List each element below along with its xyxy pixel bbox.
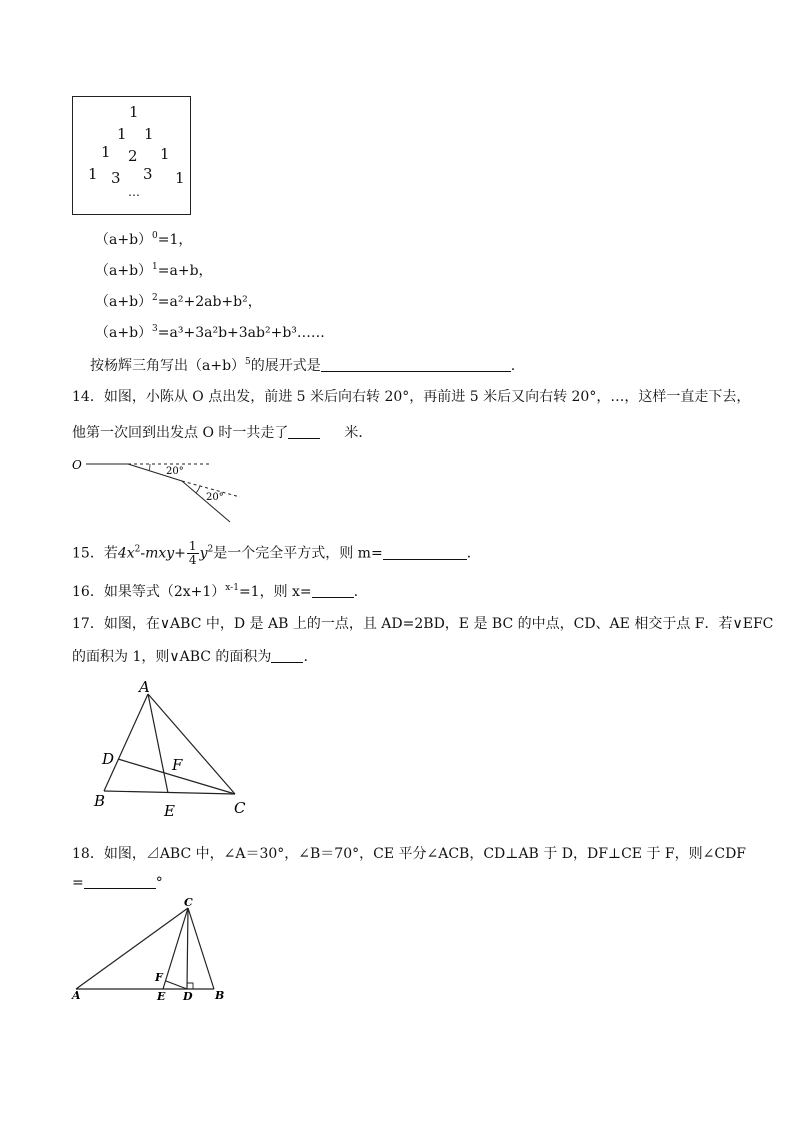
q17-label-b: B <box>94 792 106 810</box>
q17-line1: 17．如图，在∨ABC 中，D 是 AB 上的一点，且 AD=2BD，E 是 BC 的中点，CD、AE 相交于点 F．若∨EFC <box>72 616 774 632</box>
q14-label-angle1: 20° <box>166 466 184 477</box>
q14-line1: 14．如图，小陈从 O 点出发，前进 5 米后向右转 20°，再前进 5 米后又向右转 20°，…，这样一直走下去， <box>72 389 751 405</box>
q17-label-f: F <box>172 756 183 774</box>
q18-label-c: C <box>184 896 193 909</box>
q17-side-bc <box>104 791 235 794</box>
pascal-r3-3: 1 <box>175 169 185 187</box>
q18-label-a: A <box>72 989 81 1002</box>
q14-arc-2 <box>196 486 200 493</box>
q14-arc-1 <box>149 464 150 471</box>
q14-line2: 他第一次回到出发点 O 时一共走了 米． <box>72 425 373 441</box>
q18-bisector-ce <box>163 908 188 989</box>
q17-label-a: A <box>139 678 150 696</box>
formula-3: $(a+b)^3=a^3+3a^2b+3ab^2+b^3\dots\dots$ <box>95 324 325 341</box>
pascal-ellipsis: … <box>128 185 140 199</box>
q14-answer-blank[interactable] <box>288 424 320 439</box>
q18-label-f: F <box>155 971 163 984</box>
q18-side-ac <box>76 908 188 989</box>
pascal-r3-1: 3 <box>111 169 121 187</box>
q18-right-angle-mark <box>187 983 193 989</box>
q18-segment-df <box>166 981 187 989</box>
formula-1: $(a+b)^1=a+b$， <box>95 262 213 279</box>
q17-line2: 的面积为 1，则∨ABC 的面积为 . <box>72 649 308 665</box>
q14-label-angle2: 20° <box>206 492 224 503</box>
q15-line: 15．若$4x^2-mxy+$ $\frac{1}{4}$ $y^2$是一个完全平方式，则 m= ． <box>72 539 481 567</box>
q18-label-e: E <box>157 990 166 1003</box>
q18-line2: = ° <box>72 875 163 891</box>
q17-side-ab <box>104 694 148 791</box>
q17-label-c: C <box>234 799 246 817</box>
q18-figure <box>70 893 240 1008</box>
formula-2: $(a+b)^2=a^2+2ab+b^2$， <box>95 293 262 310</box>
q17-side-ac <box>148 694 235 794</box>
q15-fraction: $\frac{1}{4}$ <box>188 539 197 567</box>
q13-answer-blank[interactable] <box>321 357 511 372</box>
q14-figure <box>70 450 250 530</box>
q14-label-o: O <box>72 458 82 472</box>
q17-segment-ae <box>148 694 168 793</box>
pascal-r2-2: 1 <box>160 145 170 163</box>
q16-answer-blank[interactable] <box>312 583 354 598</box>
q17-figure <box>90 676 260 821</box>
pascal-triangle-box <box>72 96 191 215</box>
formula-0: $(a+b)^0=1$， <box>95 231 193 248</box>
q18-answer-blank[interactable] <box>84 874 156 889</box>
pascal-r3-0: 1 <box>88 165 98 183</box>
q17-label-d: D <box>102 750 115 768</box>
q18-label-b: B <box>215 989 225 1002</box>
q18-side-bc <box>188 908 214 989</box>
q17-answer-blank[interactable] <box>271 648 303 663</box>
q16-line: 16．如果等式$(2x+1)^{x-1}=1$，则 x= . <box>72 583 359 600</box>
q18-altitude-cd <box>187 908 188 989</box>
q17-label-e: E <box>164 802 175 820</box>
q15-answer-blank[interactable] <box>383 545 467 560</box>
pascal-r1-0: 1 <box>117 125 127 143</box>
q13-prompt: 按杨辉三角写出$(a+b)^5$的展开式是 . <box>90 357 516 374</box>
pascal-r0-0: 1 <box>129 103 139 121</box>
q18-line1: 18．如图，⊿ABC 中，∠A＝30°，∠B＝70°，CE 平分∠ACB，CD⊥AB 于 D，DF⊥CE 于 F，则∠CDF <box>72 846 747 862</box>
pascal-r2-1: 2 <box>128 147 138 165</box>
pascal-r1-1: 1 <box>144 125 154 143</box>
q18-label-d: D <box>183 990 193 1003</box>
pascal-r3-2: 3 <box>143 165 153 183</box>
pascal-r2-0: 1 <box>101 143 111 161</box>
